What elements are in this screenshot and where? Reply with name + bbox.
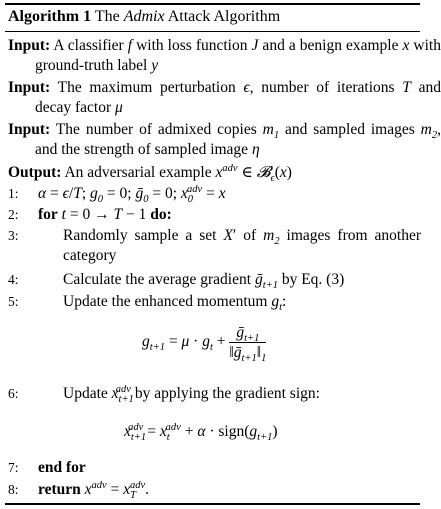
output-text: An adversarial example $x^{adv}$ ∈ 𝓑$_\epsilon$(x) <box>64 163 292 184</box>
input-label: Input: <box>8 37 51 54</box>
line-number: 5: <box>8 294 19 309</box>
step-text: Calculate the average gradient ḡ$_{t+1}$ by Eq. (3) <box>63 271 345 291</box>
step-text: Update the enhanced momentum $g_t$: <box>63 293 287 313</box>
line-number: 1: <box>8 186 19 201</box>
output-label: Output: <box>8 164 62 181</box>
input-label: Input: <box>8 79 51 96</box>
algorithm-title <box>8 7 280 27</box>
step-2 <box>8 205 414 225</box>
step-3 <box>8 226 421 264</box>
step-text: for t = 0 → T − 1 do: <box>38 206 172 223</box>
step-4 <box>8 270 414 290</box>
line-number: 8: <box>8 482 19 497</box>
header-rule <box>5 31 420 32</box>
input-label: Input: <box>8 121 51 138</box>
fraction: $\frac{ḡ_{t+1}}{‖ḡ_{t+1}‖_1}$ <box>229 324 267 364</box>
input-text: A classifier f with loss function J and a benign example x with ground-truth label y <box>35 37 441 74</box>
step-text: α = ϵ/T; $g_0 = 0$; ḡ$_0$ = 0; $x_0^{adv} = x$ <box>38 184 226 205</box>
step-text: Randomly sample a set X′ of $m_2$ images from another category <box>63 227 421 264</box>
step-text: return $x^{adv} = x_T^{adv}$. <box>38 480 149 501</box>
title-prefix: The <box>94 8 120 25</box>
step-6 <box>8 384 414 404</box>
keyword-for: for <box>38 206 58 223</box>
line-number: 2: <box>8 207 19 222</box>
keyword-return: return <box>38 481 81 498</box>
update-equation: $x_{t+1}^{adv} = x_t^{adv} + \alpha$ · $sign(g_{t+1})$ <box>124 422 278 443</box>
top-rule <box>5 3 420 5</box>
step-text: Update $x_{t+1}^{adv}$ by applying the gradient sign: <box>63 384 320 405</box>
line-number: 4: <box>8 272 19 287</box>
step-5 <box>8 292 414 312</box>
line-number: 3: <box>8 228 19 243</box>
keyword-end-for: end for <box>38 459 86 476</box>
line-number: 6: <box>8 386 19 401</box>
step-8 <box>8 480 414 500</box>
algorithm-label: Algorithm 1 <box>8 8 92 25</box>
input-line-1 <box>8 36 441 76</box>
title-suffix: Attack Algorithm <box>167 8 281 25</box>
step-7 <box>8 458 414 478</box>
line-number: 7: <box>8 460 19 475</box>
input-text: The maximum perturbation ϵ, number of iterations T and decay factor μ <box>35 79 441 116</box>
bottom-rule <box>5 503 420 505</box>
input-text: The number of admixed copies $m_1$ and sampled images $m_2$, and the strength of sampled image η <box>35 121 441 158</box>
step-1 <box>8 184 414 204</box>
title-italic: Admix <box>123 8 165 25</box>
momentum-equation: $g_{t+1} = \mu \cdot g_t$ + $\frac{ḡ_{t+1}}{‖ḡ_{t+1}‖_1}$ <box>142 324 267 364</box>
output-line <box>8 162 414 183</box>
input-line-3 <box>8 120 441 160</box>
keyword-do: do: <box>150 206 172 223</box>
input-line-2 <box>8 78 441 118</box>
